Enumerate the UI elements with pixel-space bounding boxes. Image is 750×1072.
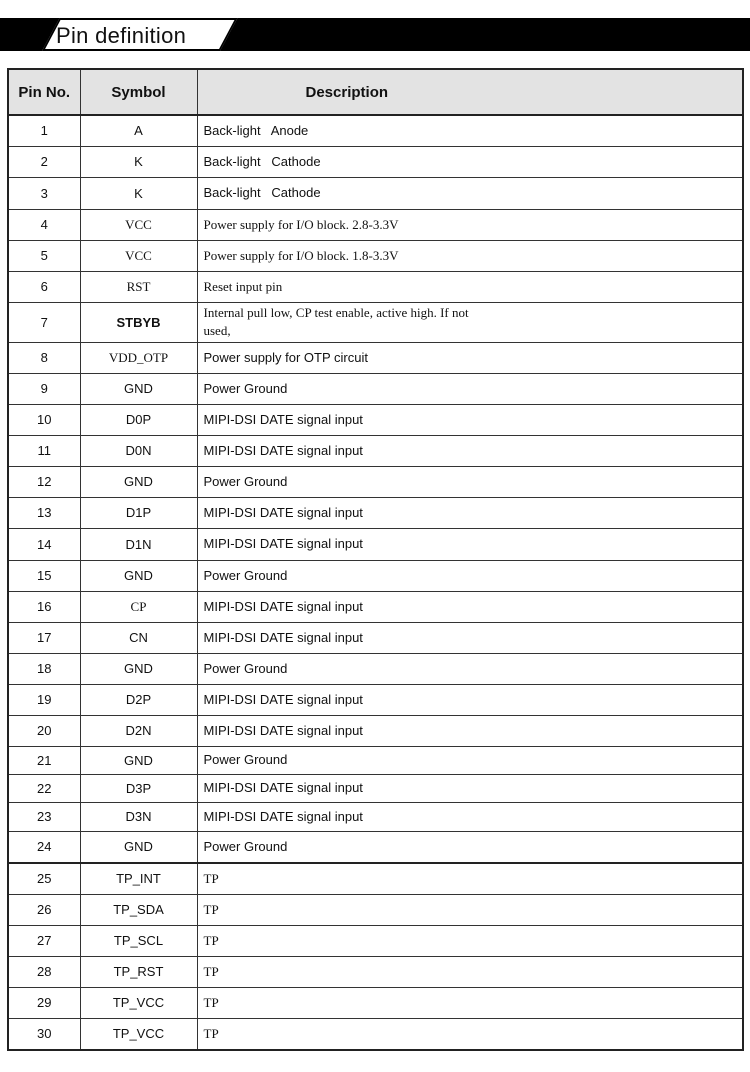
description-cell: Power Ground [197,466,743,497]
table-row [8,177,743,209]
symbol-cell: D2N [80,715,197,746]
pin-number-cell: 7 [8,302,80,342]
pin-number-cell: 8 [8,342,80,373]
table-row [8,894,743,925]
table-row [8,302,743,342]
description-cell: TP [197,987,743,1018]
table-row [8,746,743,774]
pin-number-cell: 16 [8,591,80,622]
table-row [8,1018,743,1050]
column-header-symbol: Symbol [80,69,197,115]
description-cell: TP [197,956,743,987]
pin-number-cell: 22 [8,774,80,802]
table-row [8,146,743,177]
description-cell: MIPI-DSI DATE signal input [197,715,743,746]
symbol-cell: A [80,115,197,146]
description-cell: Power Ground [197,831,743,863]
symbol-cell: VCC [80,240,197,271]
symbol-cell: RST [80,271,197,302]
description-cell: Back-light Anode [197,115,743,146]
pin-number-cell: 11 [8,435,80,466]
table-row [8,373,743,404]
table-row [8,240,743,271]
pin-number-cell: 27 [8,925,80,956]
symbol-cell: CP [80,591,197,622]
description-cell: Power Ground [197,746,743,774]
table-header-row [8,69,743,115]
pin-number-cell: 12 [8,466,80,497]
symbol-cell: TP_SCL [80,925,197,956]
table-row [8,466,743,497]
description-cell: MIPI-DSI DATE signal input [197,528,743,560]
symbol-cell: D3P [80,774,197,802]
table-row [8,863,743,894]
pin-number-cell: 14 [8,528,80,560]
symbol-cell: GND [80,746,197,774]
pin-number-cell: 1 [8,115,80,146]
table-row [8,115,743,146]
pin-number-cell: 15 [8,560,80,591]
pin-number-cell: 20 [8,715,80,746]
description-cell: Back-light Cathode [197,177,743,209]
pin-number-cell: 23 [8,802,80,831]
table-row [8,802,743,831]
pin-number-cell: 21 [8,746,80,774]
symbol-cell: VCC [80,209,197,240]
table-row [8,684,743,715]
page-title: Pin definition [56,23,187,48]
symbol-cell: TP_SDA [80,894,197,925]
symbol-cell: TP_INT [80,863,197,894]
description-cell: TP [197,925,743,956]
table-row [8,774,743,802]
description-cell: TP [197,894,743,925]
pin-number-cell: 10 [8,404,80,435]
table-row [8,560,743,591]
symbol-cell: D2P [80,684,197,715]
pin-number-cell: 25 [8,863,80,894]
symbol-cell: D1P [80,497,197,528]
table-row [8,497,743,528]
symbol-cell: GND [80,831,197,863]
symbol-cell: TP_VCC [80,1018,197,1050]
table-row [8,404,743,435]
table-row [8,528,743,560]
description-cell: TP [197,863,743,894]
description-cell: MIPI-DSI DATE signal input [197,774,743,802]
pin-number-cell: 26 [8,894,80,925]
symbol-cell: GND [80,560,197,591]
table-row [8,209,743,240]
description-cell: MIPI-DSI DATE signal input [197,497,743,528]
symbol-cell: STBYB [80,302,197,342]
table-row [8,622,743,653]
table-row [8,653,743,684]
table-row [8,831,743,863]
description-cell: MIPI-DSI DATE signal input [197,435,743,466]
pin-table-body [8,115,743,1050]
description-cell: Back-light Cathode [197,146,743,177]
symbol-cell: K [80,146,197,177]
description-cell: Power Ground [197,653,743,684]
pin-number-cell: 4 [8,209,80,240]
symbol-cell: K [80,177,197,209]
pin-number-cell: 28 [8,956,80,987]
pin-number-cell: 24 [8,831,80,863]
description-cell: Power Ground [197,560,743,591]
description-cell: Internal pull low, CP test enable, active high. If not used, [197,302,743,342]
pin-number-cell: 3 [8,177,80,209]
pin-number-cell: 6 [8,271,80,302]
table-row [8,925,743,956]
pin-table [7,68,744,1051]
symbol-cell: GND [80,653,197,684]
pin-number-cell: 13 [8,497,80,528]
description-cell: MIPI-DSI DATE signal input [197,622,743,653]
description-cell: Power supply for OTP circuit [197,342,743,373]
symbol-cell: D0P [80,404,197,435]
description-cell: MIPI-DSI DATE signal input [197,591,743,622]
symbol-cell: GND [80,466,197,497]
pin-number-cell: 19 [8,684,80,715]
column-header-description: Description [197,69,743,115]
symbol-cell: CN [80,622,197,653]
table-row [8,271,743,302]
symbol-cell: TP_VCC [80,987,197,1018]
description-cell: Power supply for I/O block. 2.8-3.3V [197,209,743,240]
symbol-cell: GND [80,373,197,404]
description-cell: Power supply for I/O block. 1.8-3.3V [197,240,743,271]
symbol-cell: D0N [80,435,197,466]
pin-number-cell: 30 [8,1018,80,1050]
pin-number-cell: 5 [8,240,80,271]
pin-number-cell: 2 [8,146,80,177]
pin-number-cell: 17 [8,622,80,653]
table-row [8,715,743,746]
symbol-cell: D3N [80,802,197,831]
description-cell: TP [197,1018,743,1050]
symbol-cell: VDD_OTP [80,342,197,373]
pin-number-cell: 9 [8,373,80,404]
symbol-cell: D1N [80,528,197,560]
table-row [8,591,743,622]
table-row [8,956,743,987]
table-row [8,435,743,466]
description-cell: MIPI-DSI DATE signal input [197,404,743,435]
description-cell: Power Ground [197,373,743,404]
table-row [8,987,743,1018]
pin-number-cell: 18 [8,653,80,684]
table-row [8,342,743,373]
description-cell: MIPI-DSI DATE signal input [197,684,743,715]
pin-number-cell: 29 [8,987,80,1018]
symbol-cell: TP_RST [80,956,197,987]
description-cell: Reset input pin [197,271,743,302]
column-header-pin: Pin No. [8,69,80,115]
description-cell: MIPI-DSI DATE signal input [197,802,743,831]
